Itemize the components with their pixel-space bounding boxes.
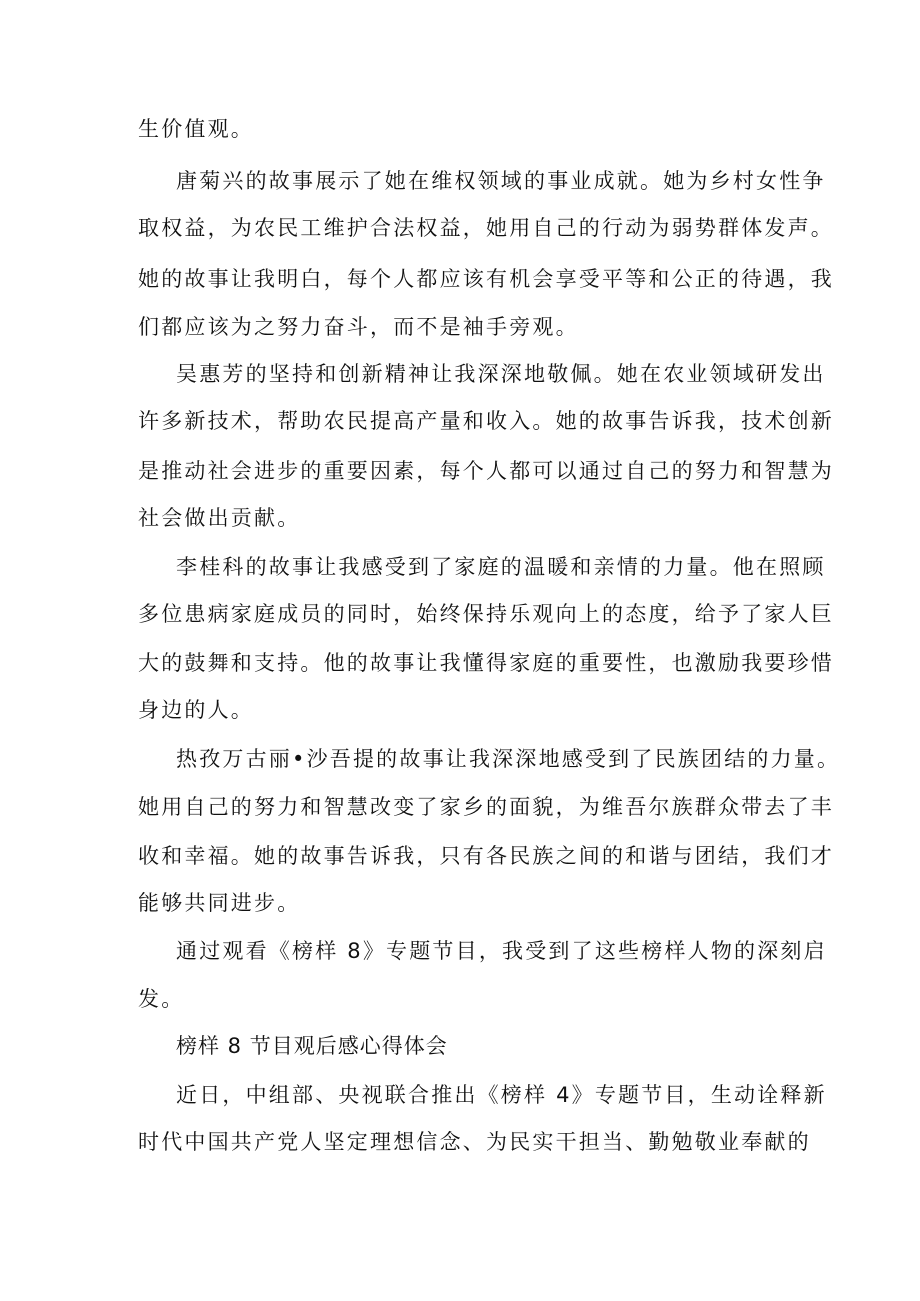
text-line: 大的鼓舞和支持。他的故事让我懂得家庭的重要性，也激励我要珍惜 xyxy=(138,651,834,675)
text-line: 她的故事让我明白，每个人都应该有机会享受平等和公正的待遇，我 xyxy=(138,267,834,291)
text-line: 唐菊兴的故事展示了她在维权领域的事业成就。她为乡村女性争 xyxy=(176,169,826,193)
text-line: 近日，中组部、央视联合推出《榜样 4》专题节目，生动诠释新 xyxy=(176,1083,827,1107)
text-line: 通过观看《榜样 8》专题节目，我受到了这些榜样人物的深刻启 xyxy=(176,939,827,963)
text-line: 收和幸福。她的故事告诉我，只有各民族之间的和谐与团结，我们才 xyxy=(138,844,834,868)
text-line: 取权益，为农民工维护合法权益，她用自己的行动为弱势群体发声。 xyxy=(138,216,834,240)
text-line: 生价值观。 xyxy=(138,117,254,141)
section-heading: 榜样 8 节目观后感心得体会 xyxy=(176,1034,448,1058)
text-line: 能够共同进步。 xyxy=(138,891,301,915)
text-line: 多位患病家庭成员的同时，始终保持乐观向上的态度，给予了家人巨 xyxy=(138,602,834,626)
text-line: 们都应该为之努力奋斗，而不是袖手旁观。 xyxy=(138,315,579,339)
text-line: 吴惠芳的坚持和创新精神让我深深地敬佩。她在农业领域研发出 xyxy=(176,362,826,386)
text-line: 社会做出贡献。 xyxy=(138,506,301,530)
text-line: 李桂科的故事让我感受到了家庭的温暖和亲情的力量。他在照顾 xyxy=(176,555,826,579)
text-line: 热孜万古丽•沙吾提的故事让我深深地感受到了民族团结的力量。 xyxy=(176,747,841,771)
text-line: 时代中国共产党人坚定理想信念、为民实干担当、勤勉敬业奉献的 xyxy=(138,1130,811,1154)
text-line: 是推动社会进步的重要因素，每个人都可以通过自己的努力和智慧为 xyxy=(138,459,834,483)
text-line: 她用自己的努力和智慧改变了家乡的面貌，为维吾尔族群众带去了丰 xyxy=(138,795,834,819)
text-line: 身边的人。 xyxy=(138,698,254,722)
text-line: 发。 xyxy=(138,987,185,1011)
text-line: 许多新技术，帮助农民提高产量和收入。她的故事告诉我，技术创新 xyxy=(138,409,834,433)
